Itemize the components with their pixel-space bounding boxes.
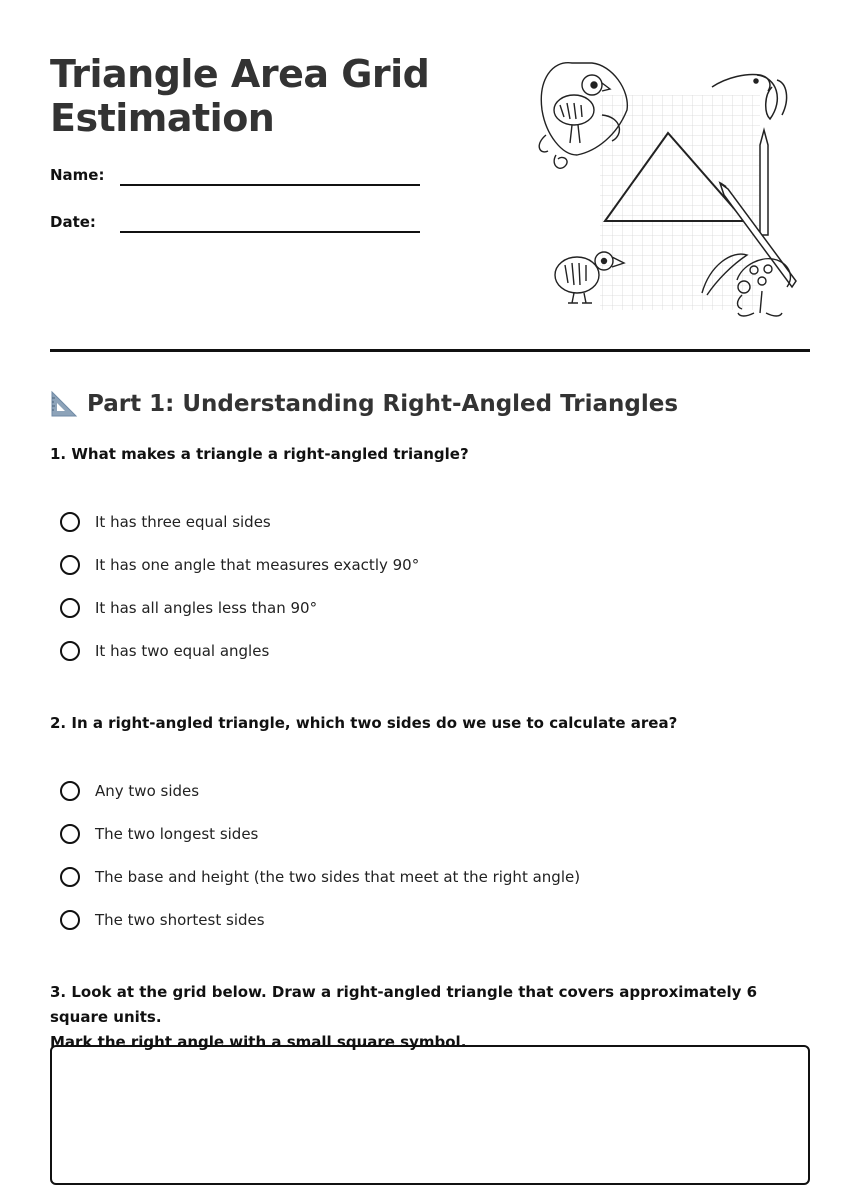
name-label: Name: (50, 166, 105, 184)
option-label: The two longest sides (95, 825, 259, 843)
header-divider (50, 349, 810, 352)
worksheet-title: Triangle Area Grid Estimation (50, 52, 430, 140)
q1-option-d[interactable] (60, 638, 800, 664)
header-illustration (532, 55, 807, 325)
option-label: It has three equal sides (95, 513, 271, 531)
drawing-answer-box[interactable] (50, 1045, 810, 1185)
radio-button[interactable] (60, 641, 80, 661)
q1-option-b[interactable] (60, 552, 800, 578)
section-heading (50, 388, 810, 420)
date-input-line[interactable] (120, 231, 420, 233)
radio-button[interactable] (60, 598, 80, 618)
q1-option-c[interactable] (60, 595, 800, 621)
radio-button[interactable] (60, 512, 80, 532)
q2-option-d[interactable] (60, 907, 800, 933)
q1-option-a[interactable] (60, 509, 800, 535)
q2-option-b[interactable] (60, 821, 800, 847)
radio-button[interactable] (60, 781, 80, 801)
radio-button[interactable] (60, 910, 80, 930)
radio-button[interactable] (60, 555, 80, 575)
date-label: Date: (50, 213, 96, 231)
q2-option-a[interactable] (60, 778, 800, 804)
option-label: Any two sides (95, 782, 200, 800)
option-label: The two shortest sides (95, 911, 265, 929)
option-label: It has two equal angles (95, 642, 270, 660)
radio-button[interactable] (60, 867, 80, 887)
question-3-line-2: Mark the right angle with a small square symbol. (50, 1033, 467, 1051)
date-field[interactable] (50, 213, 420, 237)
radio-button[interactable] (60, 824, 80, 844)
name-input-line[interactable] (120, 184, 420, 186)
q2-option-c[interactable] (60, 864, 800, 890)
question-2-prompt: 2. In a right-angled triangle, which two sides do we use to calculate area? (50, 714, 678, 732)
name-field[interactable] (50, 166, 420, 190)
question-3-prompt (50, 980, 810, 1055)
section-title: Part 1: Understanding Right-Angled Triangles (87, 391, 679, 417)
option-label: The base and height (the two sides that meet at the right angle) (95, 868, 581, 886)
question-1-prompt: 1. What makes a triangle a right-angled triangle? (50, 445, 469, 463)
option-label: It has all angles less than 90° (95, 599, 318, 617)
question-3-line-1: 3. Look at the grid below. Draw a right-angled triangle that covers approximately 6 square units. (50, 983, 758, 1026)
set-square-icon (50, 390, 78, 418)
option-label: It has one angle that measures exactly 90° (95, 556, 420, 574)
